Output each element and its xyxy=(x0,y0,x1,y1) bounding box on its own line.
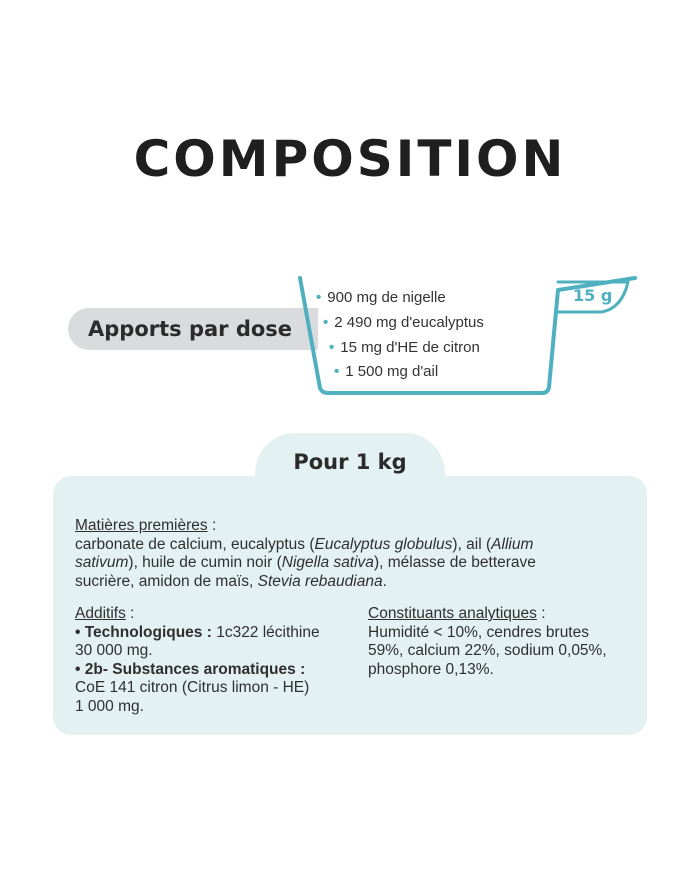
matieres-line-1: carbonate de calcium, eucalyptus (Eucalyptus globulus), ail (Allium xyxy=(75,535,534,553)
dose-item: • 2 490 mg d'eucalyptus xyxy=(323,314,484,331)
additifs-arom-value-2: 1 000 mg. xyxy=(75,697,144,715)
page-title: COMPOSITION xyxy=(133,130,567,188)
additifs-arom-value: CoE 141 citron (Citrus limon - HE) xyxy=(75,679,310,696)
dose-label: Apports par dose xyxy=(68,308,318,350)
additifs-heading: Additifs xyxy=(75,605,126,622)
additifs-heading-line: Additifs : xyxy=(75,605,135,622)
constituants-line-3: phosphore 0,13%. xyxy=(368,660,494,678)
dose-item: • 15 mg d'HE de citron xyxy=(329,339,480,356)
constituants-line-2: 59%, calcium 22%, sodium 0,05%, xyxy=(368,642,607,659)
constituants-heading: Constituants analytiques xyxy=(368,605,537,622)
additifs-block xyxy=(75,605,365,716)
matieres-line-2: sativum), huile de cumin noir (Nigella sativa), mélasse de betterave xyxy=(75,554,536,571)
matieres-line-3: sucrière, amidon de maïs, Stevia rebaudiana. xyxy=(75,572,387,590)
additifs-tech-line: • Technologiques : 1c322 lécithine xyxy=(75,623,320,641)
constituants-line-1: Humidité < 10%, cendres brutes xyxy=(368,623,589,641)
matieres-heading: Matières premières xyxy=(75,517,208,534)
dose-weight: 15 g xyxy=(573,286,613,305)
dose-item: • 900 mg de nigelle xyxy=(316,289,446,306)
card-title: Pour 1 kg xyxy=(293,450,407,474)
matieres-block xyxy=(75,517,635,591)
additifs-arom-label: • 2b- Substances aromatiques : xyxy=(75,660,306,678)
additifs-tech-line-2: 30 000 mg. xyxy=(75,642,153,659)
matieres-heading-line: Matières premières : xyxy=(75,517,217,534)
constituants-heading-line: Constituants analytiques : xyxy=(368,605,546,622)
dose-item: • 1 500 mg d'ail xyxy=(334,363,439,380)
constituants-block xyxy=(368,605,638,679)
